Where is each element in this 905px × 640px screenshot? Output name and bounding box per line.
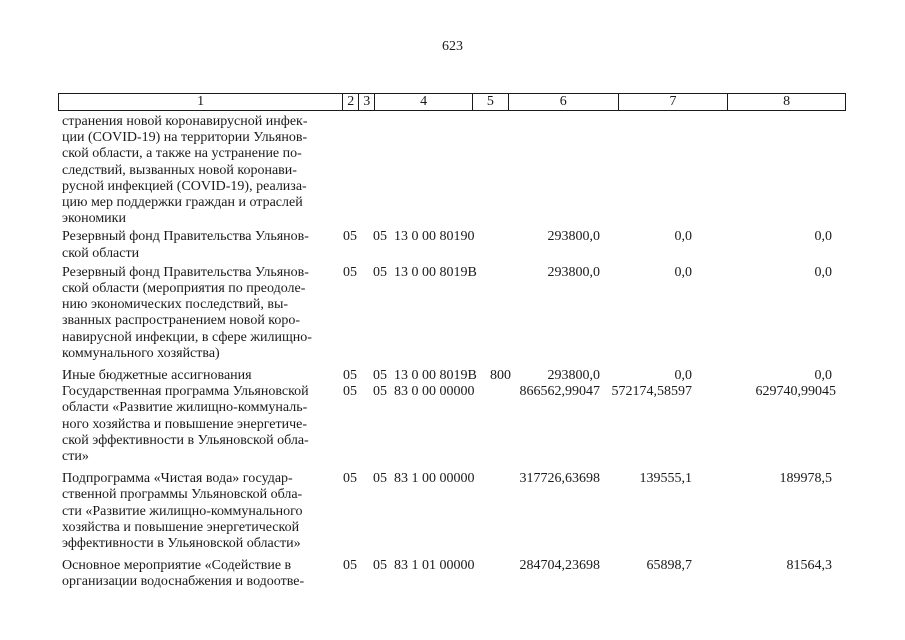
- row-description: Основное мероприятие «Содействие в организации водоснабжения и водоотве-: [62, 558, 305, 590]
- row-subsection: 05: [373, 368, 387, 384]
- row-year1: 284704,23698: [519, 558, 600, 574]
- row-subsection: 05: [373, 229, 387, 245]
- page-number: 623: [442, 39, 463, 54]
- row-year2: 0,0: [674, 229, 692, 245]
- row-year3: 189978,5: [779, 471, 832, 487]
- row-section: 05: [343, 558, 357, 574]
- table-row: [62, 368, 862, 384]
- table-row: [62, 114, 862, 227]
- row-description: Подпрограмма «Чистая вода» государ- ственной программы Ульяновской обла- сти «Развитие жилищно-коммунального хозяйства и повышение энергетической эффективности в Ульяновской области»: [62, 471, 303, 552]
- header-col-3: 3: [359, 94, 375, 110]
- row-description: странения новой коронавирусной инфек- ции (COVID-19) на территории Ульянов- ской области, а также на устранение по- следствий, вызванных новой коронави- русной инфекцией (COVID-19), реализа- цию мер поддержки граждан и отраслей экономики: [62, 114, 308, 227]
- row-year3: 81564,3: [786, 558, 832, 574]
- header-col-1: 1: [59, 94, 343, 110]
- table-row: [62, 471, 862, 552]
- table-row: [62, 384, 862, 465]
- row-description: Государственная программа Ульяновской области «Развитие жилищно-коммуналь- ного хозяйства и повышение энергетиче- ской эффективности в Ульяновской обла- сти»: [62, 384, 309, 465]
- row-year1: 293800,0: [547, 264, 600, 280]
- row-code: 13 0 00 8019В: [394, 264, 477, 280]
- header-col-7: 7: [619, 94, 729, 110]
- table-header: [58, 93, 846, 111]
- row-subsection: 05: [373, 471, 387, 487]
- header-col-2: 2: [343, 94, 359, 110]
- row-code: 83 1 00 00000: [394, 471, 475, 487]
- row-section: 05: [343, 264, 357, 280]
- row-section: 05: [343, 384, 357, 400]
- table-row: [62, 558, 862, 590]
- header-col-8: 8: [783, 94, 791, 109]
- row-year1: 866562,99047: [519, 384, 600, 400]
- table-row: [62, 229, 862, 261]
- row-description: Иные бюджетные ассигнования: [62, 368, 252, 384]
- row-year3: 0,0: [814, 368, 832, 384]
- row-code: 83 0 00 00000: [394, 384, 475, 400]
- row-section: 05: [343, 471, 357, 487]
- row-description: Резервный фонд Правительства Ульянов- ской области (мероприятия по преодоле- нию экономических последствий, вы- званных распространением новой коро- навирусной инфекции, в сфере жилищно- коммунального хозяйства): [62, 264, 312, 361]
- row-year1: 317726,63698: [519, 471, 600, 487]
- row-subsection: 05: [373, 264, 387, 280]
- row-year2: 65898,7: [646, 558, 692, 574]
- row-description: Резервный фонд Правительства Ульянов- ской области: [62, 229, 309, 261]
- row-year1: 293800,0: [547, 229, 600, 245]
- row-code: 13 0 00 8019В: [394, 368, 477, 384]
- row-section: 05: [343, 229, 357, 245]
- row-year3: 0,0: [814, 264, 832, 280]
- table-row: [62, 265, 862, 362]
- row-year1: 293800,0: [547, 368, 600, 384]
- row-subsection: 05: [373, 384, 387, 400]
- row-year2: 572174,58597: [611, 384, 692, 400]
- header-col-5: 5: [473, 94, 509, 110]
- row-group: 800: [490, 368, 511, 384]
- table-body: [62, 114, 862, 591]
- row-year3: 629740,99045: [755, 384, 836, 400]
- row-code: 83 1 01 00000: [394, 558, 475, 574]
- row-subsection: 05: [373, 558, 387, 574]
- row-year2: 0,0: [674, 368, 692, 384]
- row-year2: 0,0: [674, 264, 692, 280]
- row-year2: 139555,1: [639, 471, 692, 487]
- row-year3: 0,0: [814, 229, 832, 245]
- row-code: 13 0 00 80190: [394, 229, 475, 245]
- header-col-4: 4: [375, 94, 473, 110]
- row-section: 05: [343, 368, 357, 384]
- header-col-6: 6: [509, 94, 619, 110]
